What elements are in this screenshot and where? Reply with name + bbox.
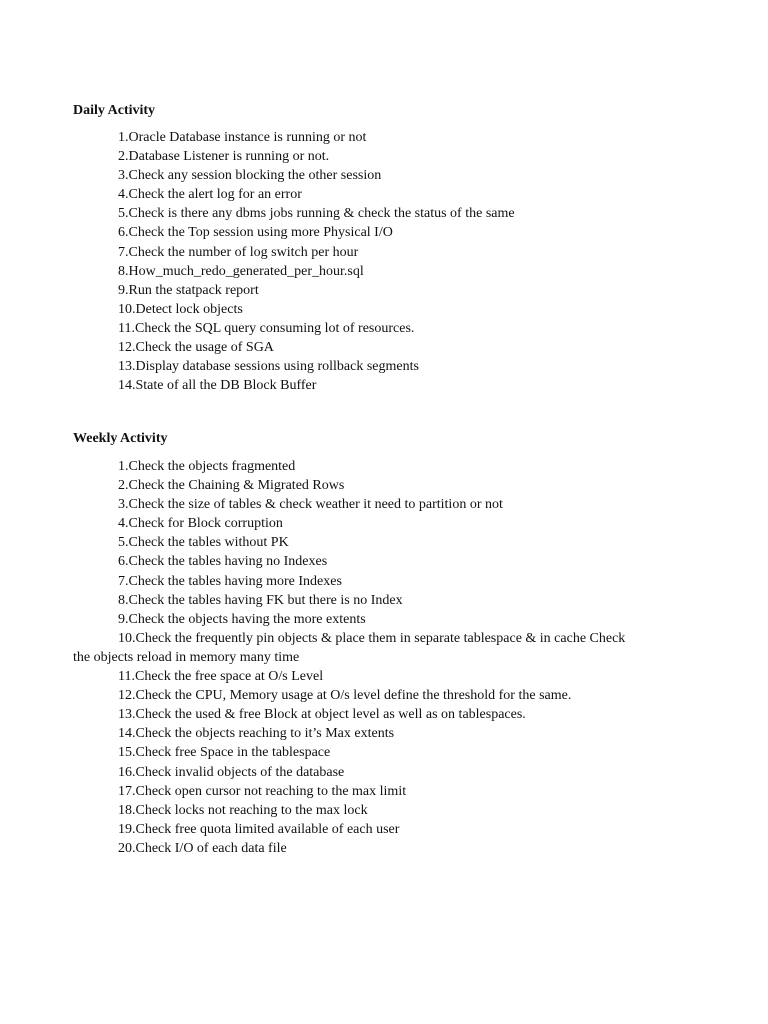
list-item: 4.Check the alert log for an error: [118, 187, 302, 203]
list-item: 11.Check the free space at O/s Level: [118, 669, 324, 685]
list-item: 11.Check the SQL query consuming lot of resources.: [118, 320, 415, 336]
list-item-line-2: the objects reload in memory many time: [73, 649, 300, 665]
list-item: 4.Check for Block corruption: [118, 516, 283, 532]
list-item: 14.State of all the DB Block Buffer: [118, 378, 317, 394]
list-item: 10.Detect lock objects: [118, 301, 243, 317]
list-item: 20.Check I/O of each data file: [118, 840, 287, 856]
list-item: 3.Check any session blocking the other session: [118, 168, 382, 184]
list-item: 8.Check the tables having FK but there is no Index: [118, 592, 403, 608]
weekly-activity-heading: Weekly Activity: [73, 431, 168, 446]
list-item: 2.Check the Chaining & Migrated Rows: [118, 478, 345, 494]
list-item-line-1: 10.Check the frequently pin objects & place them in separate tablespace & in cache Check: [118, 630, 626, 646]
list-item: 13.Display database sessions using rollback segments: [118, 359, 419, 375]
list-item: 1.Check the objects fragmented: [118, 459, 296, 474]
weekly-activity-list: [73, 457, 688, 858]
list-item: 9.Check the objects having the more extents: [118, 611, 366, 627]
daily-activity-heading: Daily Activity: [73, 103, 156, 118]
list-item: 3.Check the size of tables & check weather it need to partition or not: [118, 497, 503, 513]
list-item: 8.How_much_redo_generated_per_hour.sql: [118, 263, 364, 279]
list-item: 9.Run the statpack report: [118, 282, 259, 298]
list-item: 5.Check is there any dbms jobs running & check the status of the same: [118, 206, 515, 222]
list-item: 18.Check locks not reaching to the max lock: [118, 802, 368, 818]
list-item: 6.Check the Top session using more Physical I/O: [118, 225, 393, 241]
list-item: [73, 629, 688, 667]
list-item: 19.Check free quota limited available of each user: [118, 821, 400, 837]
list-item: 2.Database Listener is running or not.: [118, 149, 330, 165]
list-item: 15.Check free Space in the tablespace: [118, 745, 331, 761]
list-item: 13.Check the used & free Block at object level as well as on tablespaces.: [118, 707, 526, 723]
list-item: 6.Check the tables having no Indexes: [118, 554, 328, 570]
list-item: 14.Check the objects reaching to it’s Max extents: [118, 726, 395, 742]
list-item: 7.Check the number of log switch per hour: [118, 244, 359, 260]
daily-activity-list: [118, 128, 718, 395]
list-item: 1.Oracle Database instance is running or not: [118, 130, 367, 145]
list-item: 5.Check the tables without PK: [118, 535, 289, 551]
list-item: 12.Check the usage of SGA: [118, 340, 274, 356]
list-item: 7.Check the tables having more Indexes: [118, 573, 342, 589]
list-item: 16.Check invalid objects of the database: [118, 764, 345, 780]
list-item: 17.Check open cursor not reaching to the max limit: [118, 783, 407, 799]
list-item: 12.Check the CPU, Memory usage at O/s level define the threshold for the same.: [118, 688, 572, 704]
